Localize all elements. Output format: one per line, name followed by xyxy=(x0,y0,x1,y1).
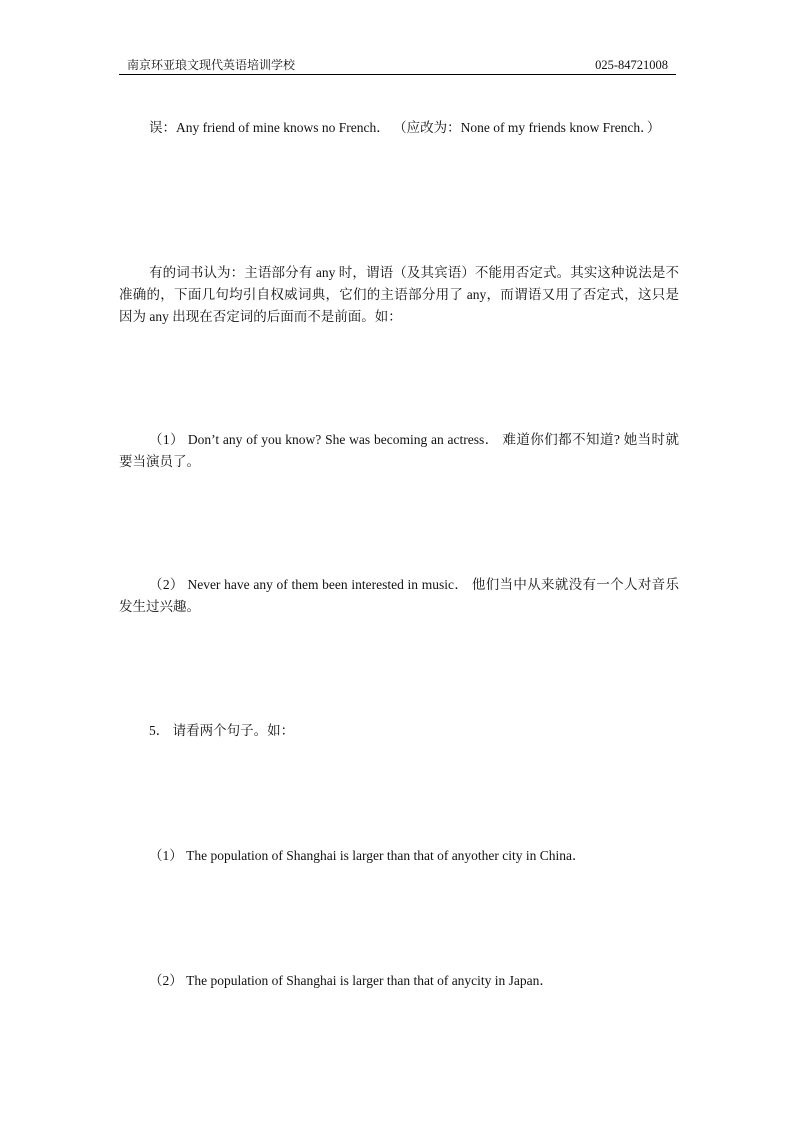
explanation-paragraph: 有的词书认为：主语部分有 any 时，谓语（及其宾语）不能用否定式。其实这种说法是不准确的，下面几句均引自权威词典，它们的主语部分用了 any，而谓语又用了否定式，这只是因为 any 出现在否定词的后面而不是前面。如： xyxy=(119,265,679,324)
comparison-sentence-1: （1） The population of Shanghai is larger than that of anyother city in China． xyxy=(149,848,586,863)
school-name: 南京环亚琅文现代英语培训学校 xyxy=(127,58,296,72)
error-example-paragraph: 误：Any friend of mine knows no French． （应改为：None of my friends know French．） xyxy=(149,120,661,135)
page-header xyxy=(119,57,676,75)
example-1-paragraph: （1） Don’t any of you know? She was becoming an actress． 难道你们都不知道? 她当时就要当演员了。 xyxy=(119,432,679,469)
example-2-paragraph: （2） Never have any of them been interested in music． 他们当中从来就没有一个人对音乐发生过兴趣。 xyxy=(119,577,679,614)
phone-number: 025-84721008 xyxy=(595,58,668,72)
comparison-sentence-2: （2） The population of Shanghai is larger than that of anycity in Japan． xyxy=(149,973,553,988)
section-5-heading: 5． 请看两个句子。如： xyxy=(149,723,295,738)
